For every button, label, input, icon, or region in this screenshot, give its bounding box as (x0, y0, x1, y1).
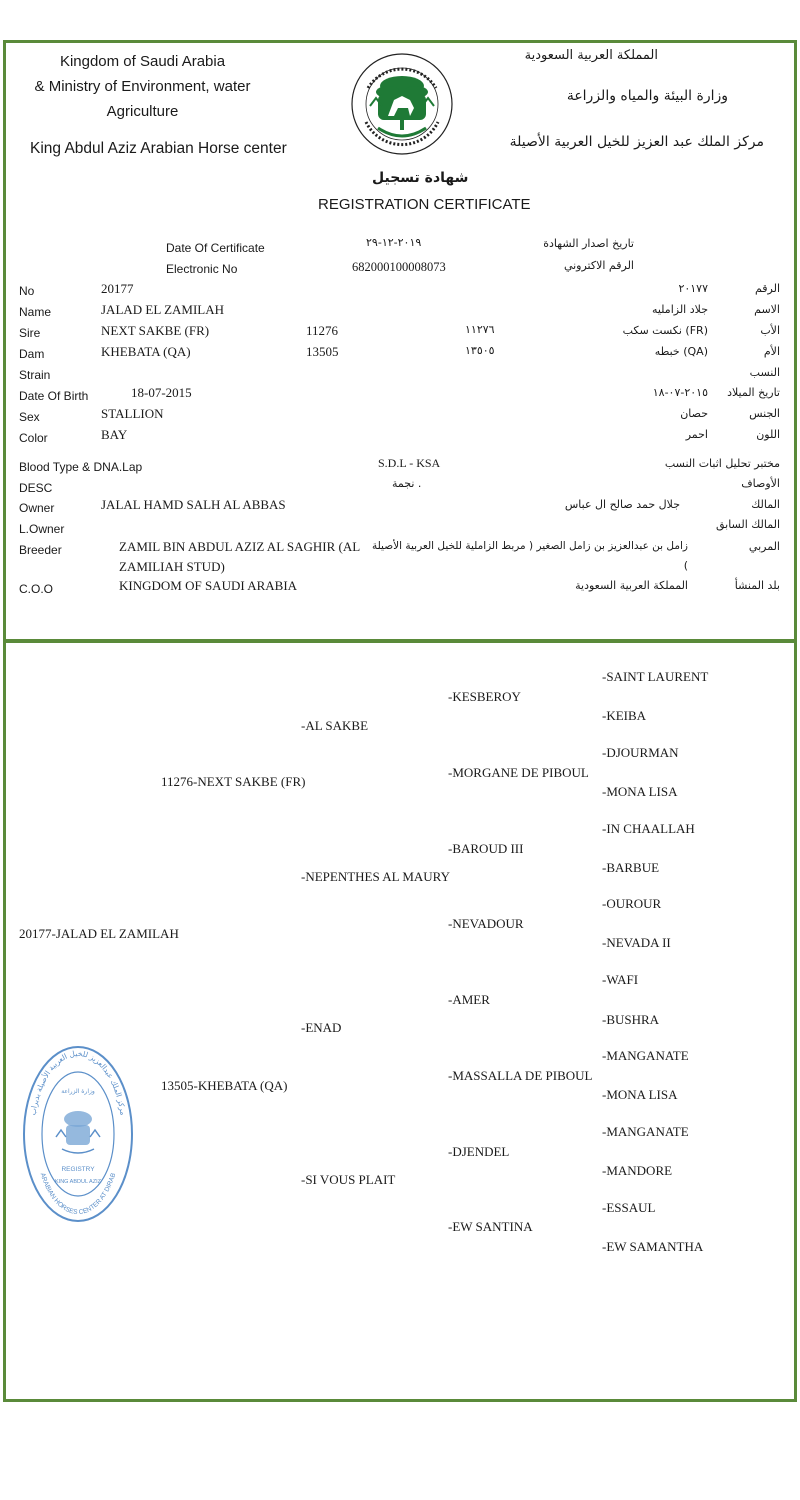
breeder-value-line2: ZAMILIAH STUD) (119, 559, 225, 574)
field-value: STALLION (101, 406, 164, 421)
field-label-ar: اللون (756, 428, 780, 441)
pedigree-gen4-item: -MANDORE (602, 1163, 673, 1178)
stamp-inner-bottom-text: KING ABDUL AZIZ (55, 1179, 101, 1185)
ministry-logo (348, 48, 456, 168)
pedigree-gen2-item: -ENAD (301, 1020, 342, 1035)
field-label: Dam (19, 347, 45, 361)
pedigree-gen4-item: -ESSAUL (602, 1200, 656, 1215)
owner-label-ar: المالك (751, 498, 780, 511)
pedigree-gen3-item: -AMER (448, 992, 490, 1007)
coo-value: KINGDOM OF SAUDI ARABIA (119, 578, 298, 593)
field-label-ar: الأم (763, 345, 780, 358)
breeder-value-ar-line2: ) (683, 559, 688, 572)
blood-type-label: Blood Type & DNA.Lap (19, 460, 143, 474)
field-label: Strain (19, 368, 51, 382)
field-label: Color (19, 431, 48, 445)
pedigree-gen3-item: -EW SANTINA (448, 1219, 533, 1234)
field-value: 20177 (101, 281, 134, 296)
header-en-center: King Abdul Aziz Arabian Horse center (30, 140, 287, 157)
desc-label: DESC (19, 481, 53, 495)
electronic-no-label-ar: الرقم الاكتروني (563, 259, 634, 272)
field-label-ar: الاسم (754, 303, 780, 316)
field-value-ar: حصان (680, 407, 708, 420)
pedigree-dam: 13505-KHEBATA (QA) (161, 1078, 288, 1093)
svg-text:مركز الملك عبدالعزيز للخيل الع (28, 1049, 127, 1116)
pedigree-gen3-item: -BAROUD III (448, 841, 524, 856)
pedigree-gen4-item: -IN CHAALLAH (602, 821, 695, 836)
field-value: JALAD EL ZAMILAH (101, 302, 224, 317)
field-label: Date Of Birth (19, 389, 89, 403)
field-number: 13505 (306, 344, 339, 359)
breeder-label-ar: المربي (748, 540, 780, 553)
stamp-inner-top-text: وزارة الزراعة (61, 1088, 95, 1095)
coo-label-ar: بلد المنشأ (734, 579, 780, 592)
desc-label-ar: الأوصاف (741, 477, 780, 490)
stamp-ring-bottom-text: ARABIAN HORSES CENTER AT DIRAB (38, 1172, 118, 1217)
header-english (20, 49, 265, 124)
pedigree-gen4-item: -KEIBA (602, 708, 647, 723)
previous-owner-label: L.Owner (19, 522, 65, 536)
field-label-ar: الأب (760, 324, 780, 337)
pedigree-gen4-item: -OUROUR (602, 896, 662, 911)
pedigree-gen4-item: -EW SAMANTHA (602, 1239, 704, 1254)
field-value-ar: ٢٠١٥-٠٧-١٨ (652, 386, 708, 399)
field-value-ar: ٢٠١٧٧ (678, 282, 708, 295)
pedigree-gen4-item: -WAFI (602, 972, 639, 987)
blood-type-value: S.D.L - KSA (378, 456, 441, 470)
field-label-ar: النسب (749, 366, 780, 379)
field-label-ar: الرقم (754, 282, 780, 295)
pedigree-gen4-item: -MONA LISA (602, 1087, 678, 1102)
owner-label: Owner (19, 501, 55, 515)
field-value: 18-07-2015 (131, 385, 192, 400)
stamp-inner-registry-text: REGISTRY (61, 1166, 95, 1173)
pedigree-gen4-item: -MANGANATE (602, 1048, 689, 1063)
certificate-title-ar: شهادة تسجيل (372, 170, 469, 186)
pedigree-sire: 11276-NEXT SAKBE (FR) (161, 774, 306, 789)
pedigree-gen4-item: -NEVADA II (602, 935, 671, 950)
header-ar-line2: وزارة البيئة والمياه والزراعة (566, 88, 728, 104)
field-label: Name (19, 305, 52, 319)
field-label: Sex (19, 410, 40, 424)
pedigree-gen2-item: -NEPENTHES AL MAURY (301, 869, 451, 884)
breeder-label: Breeder (19, 543, 62, 557)
pedigree-horse: 20177-JALAD EL ZAMILAH (19, 926, 179, 941)
certificate-title-en: REGISTRATION CERTIFICATE (318, 196, 531, 213)
pedigree-gen4-item: -BUSHRA (602, 1012, 660, 1027)
desc-value: . نجمة (392, 477, 422, 490)
header-ar-line3: مركز الملك عبد العزيز للخيل العربية الأصيلة (509, 134, 764, 150)
field-value: BAY (101, 427, 128, 442)
field-number-ar: ١٣٥٠٥ (465, 344, 495, 357)
breeder-value-line1: ZAMIL BIN ABDUL AZIZ AL SAGHIR (AL (119, 539, 361, 554)
field-value-ar: (QA) خبطه (654, 345, 708, 358)
pedigree-gen3-item: -DJENDEL (448, 1144, 510, 1159)
blood-type-label-ar: مختبر تحليل اثبات النسب (664, 457, 780, 470)
electronic-no-label: Electronic No (166, 262, 238, 276)
stamp-ring-top-text: مركز الملك عبدالعزيز للخيل العربية الأصيلة بديراب (28, 1048, 128, 1116)
owner-value-ar: جلال حمد صالح ال عباس (564, 498, 680, 511)
field-value-ar: (FR) نكست سكب (622, 324, 708, 337)
header-ar-line1: المملكة العربية السعودية (524, 48, 658, 63)
pedigree-gen4-item: -SAINT LAURENT (602, 669, 709, 684)
pedigree-gen4-item: -DJOURMAN (602, 745, 679, 760)
header-en-line3: Agriculture (106, 103, 179, 120)
field-value: KHEBATA (QA) (101, 344, 191, 359)
field-label: Sire (19, 326, 41, 340)
header-en-line1: Kingdom of Saudi Arabia (59, 53, 226, 70)
field-label-ar: تاريخ الميلاد (727, 386, 780, 399)
coo-label: C.O.O (19, 582, 54, 596)
field-label-ar: الجنس (749, 407, 780, 420)
breeder-value-ar: زامل بن عبدالعزيز بن زامل الصغير ( مربط الزاملية للخيل العربية الأصيلة (371, 540, 688, 552)
pedigree-gen4-item: -MONA LISA (602, 784, 678, 799)
previous-owner-label-ar: المالك السابق (715, 518, 780, 531)
header-en-line2: & Ministry of Environment, water (34, 78, 251, 95)
owner-value: JALAL HAMD SALH AL ABBAS (101, 497, 286, 512)
pedigree-gen3-item: -MORGANE DE PIBOUL (448, 765, 589, 780)
coo-value-ar: المملكة العربية السعودية (575, 579, 688, 592)
official-stamp (22, 1045, 134, 1223)
field-label: No (19, 284, 35, 298)
pedigree-gen3-item: -KESBEROY (448, 689, 521, 704)
date-of-certificate-value: ٢٠١٩-١٢-٢٩ (366, 236, 422, 249)
pedigree-gen3-item: -MASSALLA DE PIBOUL (448, 1068, 593, 1083)
field-value-ar: جلاد الزامليه (651, 303, 708, 316)
field-value: NEXT SAKBE (FR) (101, 323, 210, 338)
pedigree-gen2-item: -AL SAKBE (301, 718, 369, 733)
electronic-no-value: 682000100008073 (352, 260, 446, 274)
date-of-certificate-label-ar: تاريخ اصدار الشهادة (543, 237, 634, 250)
pedigree-gen2-item: -SI VOUS PLAIT (301, 1172, 396, 1187)
pedigree-gen3-item: -NEVADOUR (448, 916, 524, 931)
pedigree-gen4-item: -MANGANATE (602, 1124, 689, 1139)
field-number-ar: ١١٢٧٦ (465, 323, 495, 336)
field-number: 11276 (306, 323, 339, 338)
field-value-ar: احمر (685, 428, 708, 441)
pedigree-gen4-item: -BARBUE (602, 860, 660, 875)
date-of-certificate-label: Date Of Certificate (166, 241, 265, 255)
